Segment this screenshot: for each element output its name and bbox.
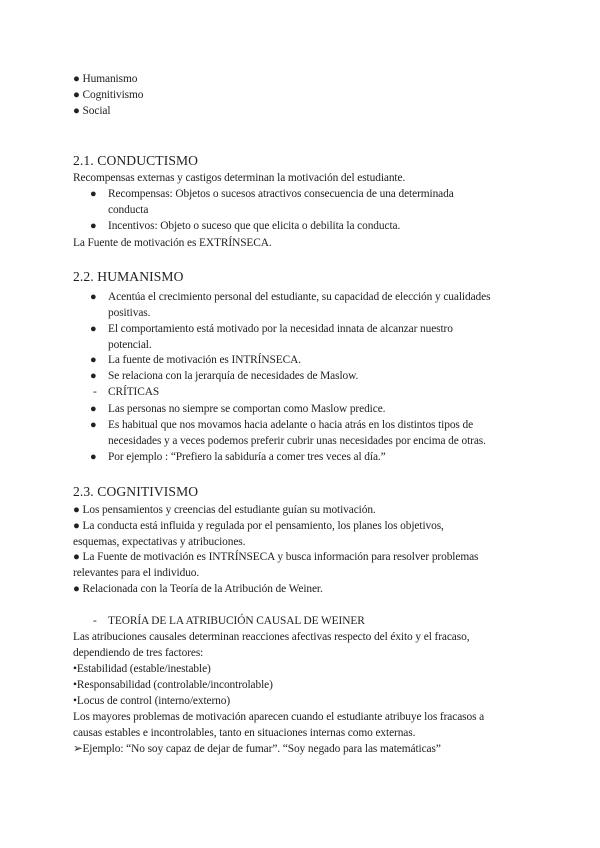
critics-label: CRÍTICAS bbox=[108, 386, 160, 398]
paragraph-line: La Fuente de motivación es EXTRÍNSECA. bbox=[73, 237, 272, 249]
bullet-text: Acentúa el crecimiento personal del estudiante, su capacidad de elección y cualidades bbox=[108, 291, 491, 303]
bullet-text: Es habitual que nos movamos hacia adelante o hacia atrás en los distintos tipos de bbox=[108, 419, 474, 431]
bullet-marker: ● bbox=[90, 451, 97, 463]
list-item: ● Social bbox=[73, 105, 111, 117]
paragraph-line: esquemas, expectativas y atribuciones. bbox=[73, 536, 246, 548]
paragraph-line: dependiendo de tres factores: bbox=[73, 647, 204, 659]
list-item: ● Humanismo bbox=[73, 73, 138, 85]
paragraph-line: ● Relacionada con la Teoría de la Atribución de Weiner. bbox=[73, 583, 323, 595]
bullet-marker: ● bbox=[90, 220, 97, 232]
paragraph-line: Los mayores problemas de motivación aparecen cuando el estudiante atribuye los fracasos a bbox=[73, 711, 485, 723]
paragraph-line: ● La Fuente de motivación es INTRÍNSECA y busca información para resolver problemas bbox=[73, 551, 479, 563]
bullet-marker: ● bbox=[90, 188, 97, 200]
bullet-marker: ● bbox=[90, 370, 97, 382]
paragraph-line: ● La conducta está influida y regulada por el pensamiento, los planes los objetivos, bbox=[73, 520, 444, 532]
bullet-text: Se relaciona con la jerarquía de necesidades de Maslow. bbox=[108, 370, 359, 382]
paragraph-line: causas estables e incontrolables, tanto en situaciones internas como externas. bbox=[73, 727, 416, 739]
list-item: ● Cognitivismo bbox=[73, 89, 144, 101]
paragraph-line: •Responsabilidad (controlable/incontrolable) bbox=[73, 679, 273, 691]
dash-marker: - bbox=[93, 615, 97, 627]
bullet-text: Recompensas: Objetos o sucesos atractivos consecuencia de una determinada bbox=[108, 188, 454, 200]
bullet-marker: ● bbox=[90, 403, 97, 415]
dash-marker: - bbox=[93, 386, 97, 398]
bullet-text: necesidades y a veces podemos preferir cubrir unas necesidades por encima de otras. bbox=[108, 435, 486, 447]
bullet-text: potencial. bbox=[108, 339, 152, 351]
bullet-text: positivas. bbox=[108, 307, 151, 319]
paragraph-line: relevantes para el individuo. bbox=[73, 567, 200, 579]
bullet-marker: ● bbox=[90, 291, 97, 303]
bullet-text: Las personas no siempre se comportan como Maslow predice. bbox=[108, 403, 386, 415]
bullet-marker: ● bbox=[90, 419, 97, 431]
paragraph-line: ➢Ejemplo: “No soy capaz de dejar de fumar”. “Soy negado para las matemáticas” bbox=[73, 743, 441, 755]
bullet-text: Por ejemplo : “Prefiero la sabiduría a comer tres veces al día.” bbox=[108, 451, 386, 463]
bullet-marker: ● bbox=[90, 323, 97, 335]
bullet-marker: ● bbox=[90, 354, 97, 366]
section-heading: 2.2. HUMANISMO bbox=[73, 269, 184, 284]
paragraph-line: •Locus de control (interno/externo) bbox=[73, 695, 231, 707]
section-heading: 2.1. CONDUCTISMO bbox=[73, 153, 199, 168]
sub-heading: TEORÍA DE LA ATRIBUCIÓN CAUSAL DE WEINER bbox=[108, 615, 365, 627]
paragraph-line: Recompensas externas y castigos determinan la motivación del estudiante. bbox=[73, 172, 406, 184]
bullet-text: conducta bbox=[108, 204, 149, 216]
bullet-text: Incentivos: Objeto o suceso que que elicita o debilita la conducta. bbox=[108, 220, 401, 232]
section-heading: 2.3. COGNITIVISMO bbox=[73, 484, 199, 499]
bullet-text: El comportamiento está motivado por la necesidad innata de alcanzar nuestro bbox=[108, 323, 453, 335]
paragraph-line: •Estabilidad (estable/inestable) bbox=[73, 663, 211, 675]
paragraph-line: ● Los pensamientos y creencias del estudiante guían su motivación. bbox=[73, 504, 376, 516]
paragraph-line: Las atribuciones causales determinan reacciones afectivas respecto del éxito y el fracaso, bbox=[73, 631, 470, 643]
bullet-text: La fuente de motivación es INTRÍNSECA. bbox=[108, 354, 301, 366]
